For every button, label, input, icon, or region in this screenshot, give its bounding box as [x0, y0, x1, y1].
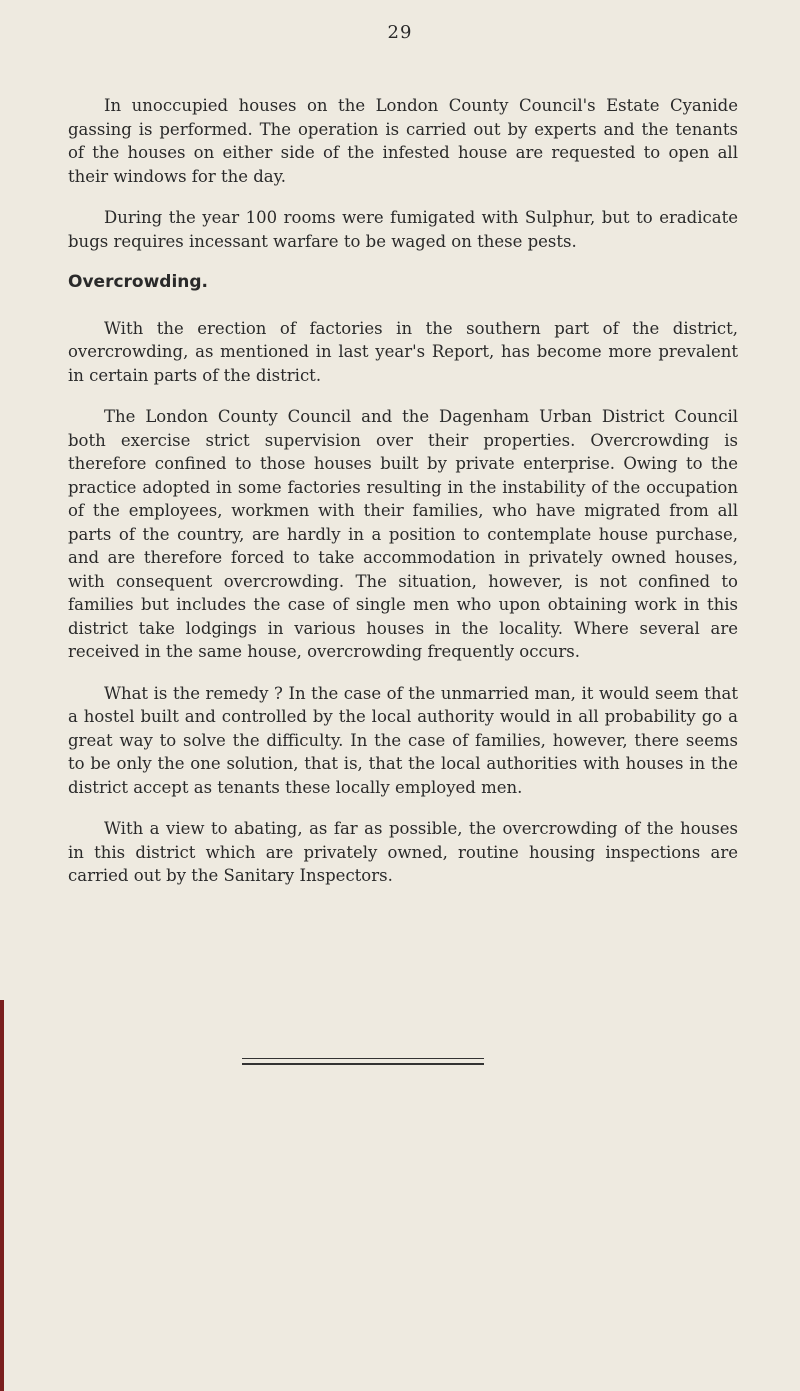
section-heading: Overcrowding.	[68, 272, 209, 292]
end-rule-double	[242, 1063, 484, 1065]
paragraph: With a view to abating, as far as possible, the overcrowding of the houses in this district which are privately owned, routine housing inspections are carried out by the Sanitary Inspectors.	[68, 819, 738, 885]
paragraph: The London County Council and the Dagenham Urban District Council both exercise strict supervision over their properties. Overcrowding is therefore confined to those houses built by private enterprise. Owing to the practice adopted in some factories resulting in the instability of the occupation of the employees, workmen with their families, who have migrated from all parts of the country, are hardly in a position to contemplate house purchase, and are therefore forced to take accommodation in privately owned houses, with consequent overcrowding. The situation, however, is not confined to families but includes the case of single men who upon obtaining work in this district take lodgings in various houses in the locality. Where several are received in the same house, overcrowding frequently occurs.	[68, 407, 738, 661]
paragraph: During the year 100 rooms were fumigated with Sulphur, but to eradicate bugs requires incessant warfare to be waged on these pests.	[68, 208, 738, 251]
page-number: 29	[387, 22, 413, 43]
paragraph: What is the remedy ? In the case of the unmarried man, it would seem that a hostel built and controlled by the local authority would in all probability go a great way to solve the difficulty. In the case of families, however, there seems to be only the one solution, that is, that the local authorities with houses in the district accept as tenants these locally employed men.	[68, 683, 738, 797]
page-edge-mark	[0, 1000, 4, 1391]
end-rule	[242, 1058, 484, 1059]
intro-text	[68, 94, 738, 906]
paragraph: In unoccupied houses on the London County Council's Estate Cyanide gassing is performed. The operation is carried out by experts and the tenants of the houses on either side of the infested house are requested to open all their windows for the day.	[68, 96, 738, 186]
paragraph: With the erection of factories in the southern part of the district, overcrowding, as mentioned in last year's Report, has become more prevalent in certain parts of the district.	[68, 318, 738, 385]
